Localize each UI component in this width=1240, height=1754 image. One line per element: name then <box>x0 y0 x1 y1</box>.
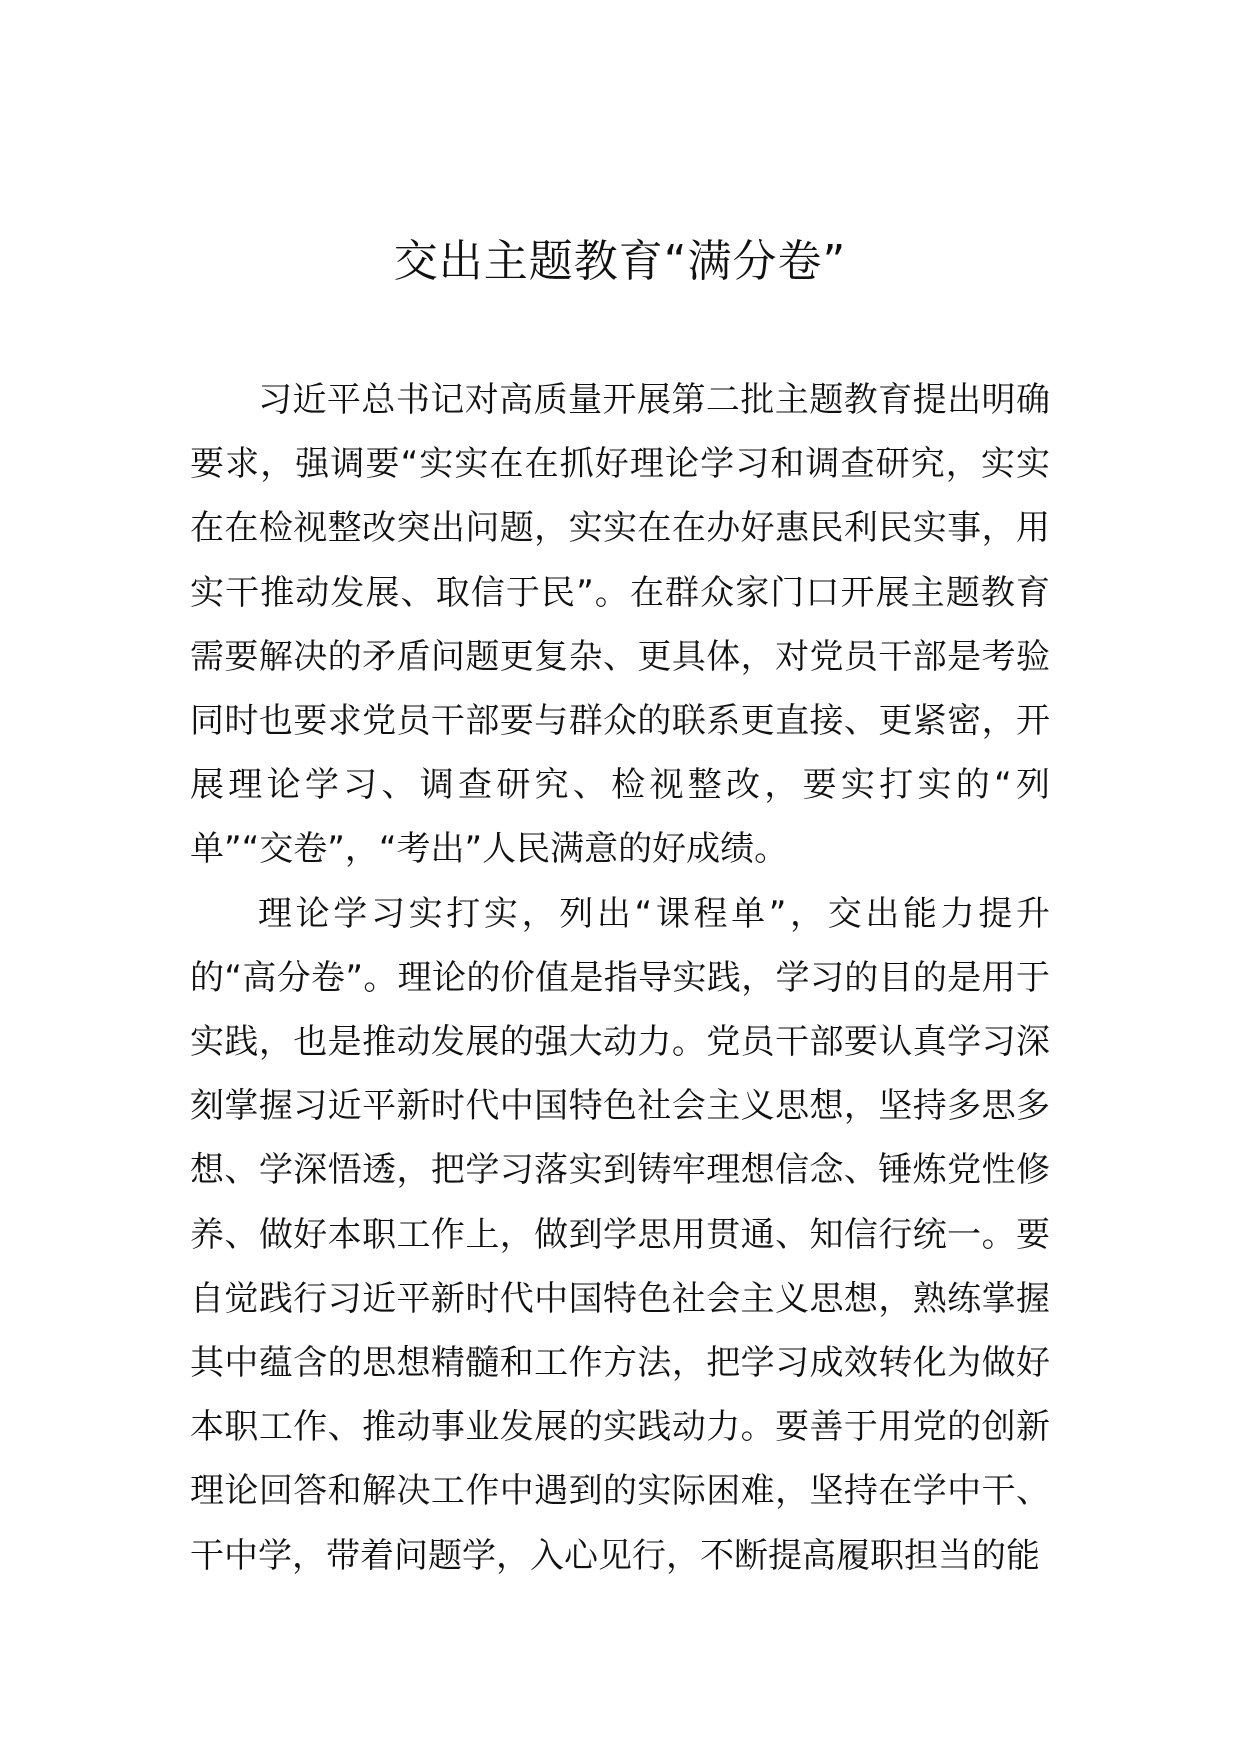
paragraph-1: 习近平总书记对高质量开展第二批主题教育提出明确要求，强调要“实实在在抓好理论学习和调查研究，实实在在检视整改突出问题，实实在在办好惠民利民实事，用实干推动发展、取信于民”。在群众家门口开展主题教育需要解决的矛盾问题更复杂、更具体，对党员干部是考验同时也要求党员干部要与群众的联系更直接、更紧密，开展理论学习、调查研究、检视整改，要实打实的“列单”“交卷”，“考出”人民满意的好成绩。 <box>190 380 1050 870</box>
document-body <box>190 368 1050 1588</box>
document-title: 交出主题教育“满分卷” <box>393 236 847 287</box>
paragraph-2: 理论学习实打实，列出“课程单”，交出能力提升的“高分卷”。理论的价值是指导实践，学习的目的是用于实践，也是推动发展的强大动力。党员干部要认真学习深刻掌握习近平新时代中国特色社会主义思想，坚持多思多想、学深悟透，把学习落实到铸牢理想信念、锤炼党性修养、做好本职工作上，做到学思用贯通、知信行统一。要自觉践行习近平新时代中国特色社会主义思想，熟练掌握其中蕴含的思想精髓和工作方法，把学习成效转化为做好本职工作、推动事业发展的实践动力。要善于用党的创新理论回答和解决工作中遇到的实际困难，坚持在学中干、干中学，带着问题学，入心见行，不断提高履职担当的能 <box>190 893 1050 1576</box>
